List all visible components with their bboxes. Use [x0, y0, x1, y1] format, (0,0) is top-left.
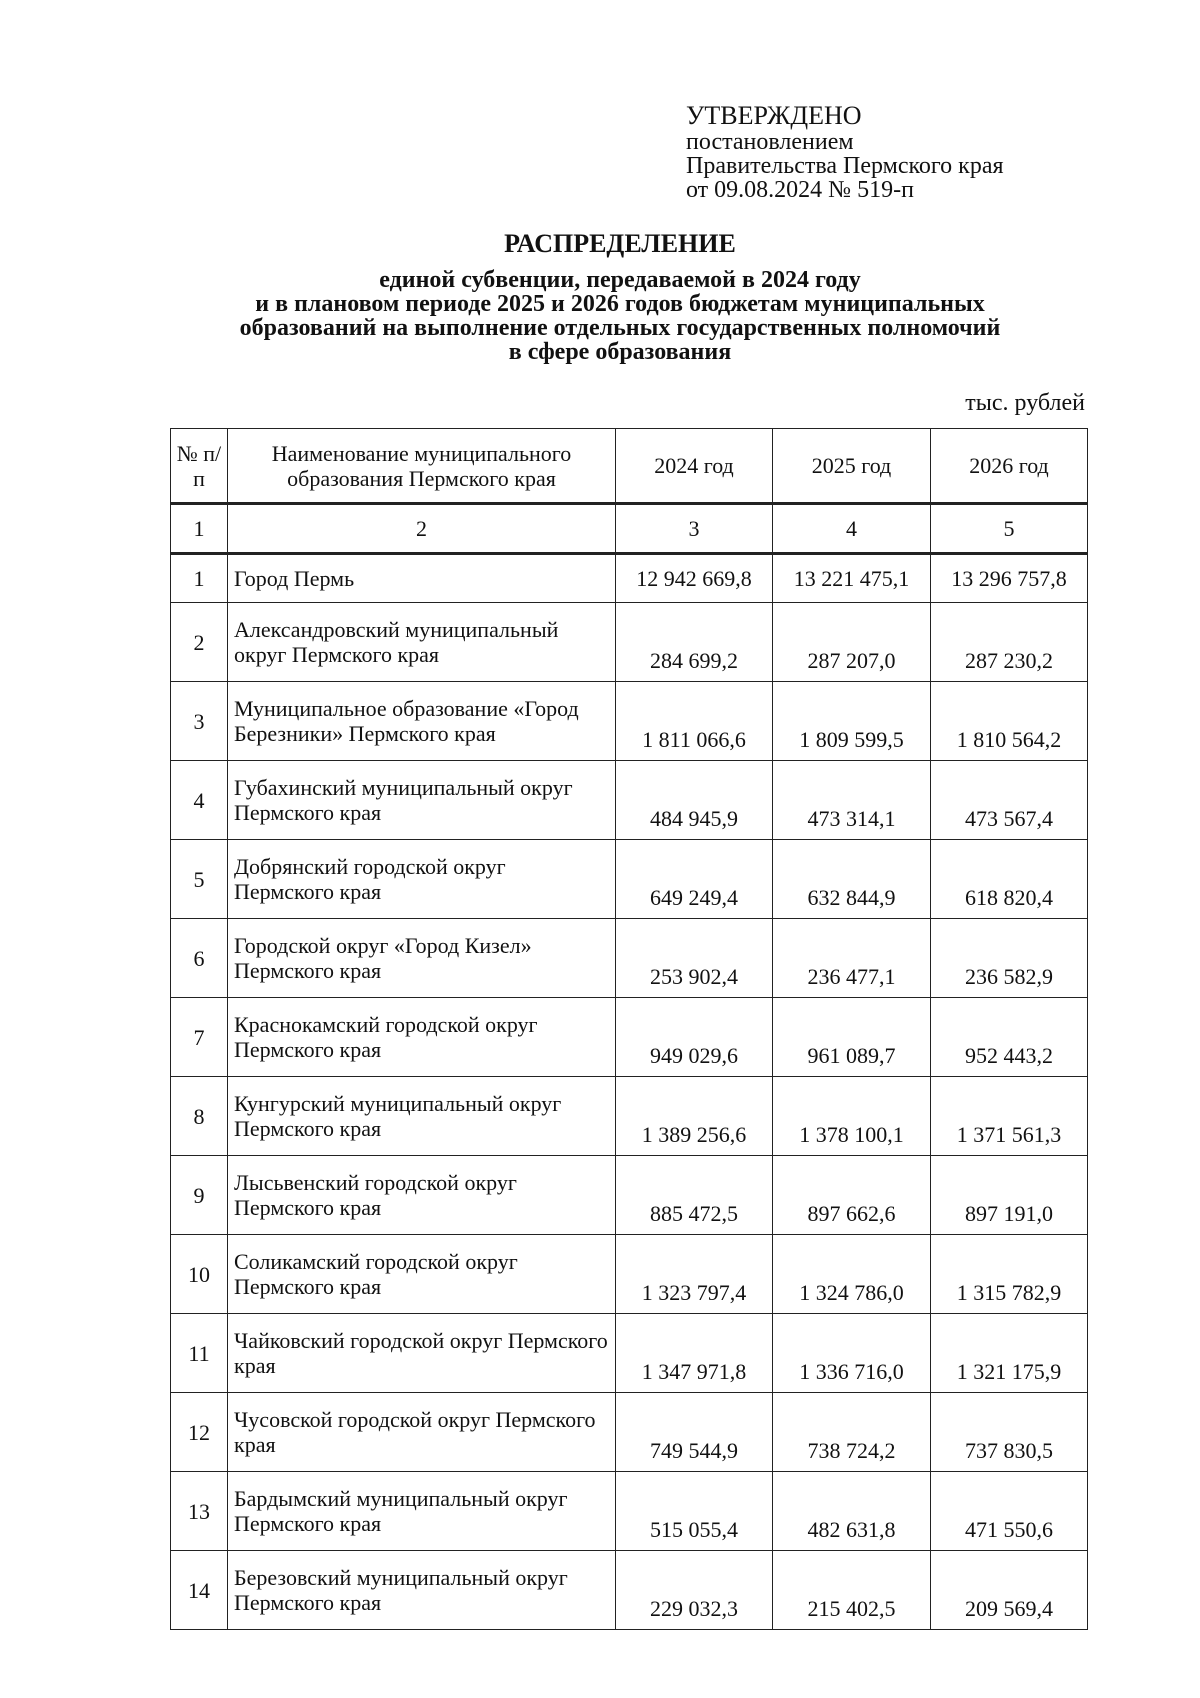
value-2026: 618 820,4: [931, 840, 1088, 919]
value-2026: 13 296 757,8: [931, 554, 1088, 603]
header-2025: 2025 год: [773, 429, 931, 504]
table-row: [171, 1156, 1088, 1235]
table-row: [171, 554, 1088, 603]
approval-line-3: Правительства Пермского края: [686, 153, 1004, 179]
municipality-name: Краснокамский городской округ Пермского края: [228, 998, 616, 1077]
municipality-name: Александровский муниципальный округ Пермского края: [228, 603, 616, 682]
distribution-table: [170, 428, 1088, 1630]
table-row: [171, 682, 1088, 761]
value-2025: 236 477,1: [773, 919, 931, 998]
document-title: [150, 229, 1090, 365]
row-number: 4: [171, 761, 228, 840]
row-number: 13: [171, 1472, 228, 1551]
value-2026: 1 315 782,9: [931, 1235, 1088, 1314]
value-2026: 236 582,9: [931, 919, 1088, 998]
municipality-name: Добрянский городской округ Пермского края: [228, 840, 616, 919]
row-number: 8: [171, 1077, 228, 1156]
municipality-name: Бардымский муниципальный округ Пермского края: [228, 1472, 616, 1551]
col-number: 4: [773, 504, 931, 554]
value-2025: 1 378 100,1: [773, 1077, 931, 1156]
header-2024: 2024 год: [616, 429, 773, 504]
value-2026: 473 567,4: [931, 761, 1088, 840]
value-2024: 1 389 256,6: [616, 1077, 773, 1156]
municipality-name: Кунгурский муниципальный округ Пермского края: [228, 1077, 616, 1156]
row-number: 9: [171, 1156, 228, 1235]
row-number: 6: [171, 919, 228, 998]
value-2025: 215 402,5: [773, 1551, 931, 1630]
value-2024: 749 544,9: [616, 1393, 773, 1472]
value-2025: 1 336 716,0: [773, 1314, 931, 1393]
col-number: 2: [228, 504, 616, 554]
value-2025: 473 314,1: [773, 761, 931, 840]
value-2026: 952 443,2: [931, 998, 1088, 1077]
table-row: [171, 840, 1088, 919]
title-line-1: единой субвенции, передаваемой в 2024 году: [379, 267, 861, 293]
value-2026: 471 550,6: [931, 1472, 1088, 1551]
municipality-name: Городской округ «Город Кизел» Пермского края: [228, 919, 616, 998]
value-2025: 482 631,8: [773, 1472, 931, 1551]
value-2024: 949 029,6: [616, 998, 773, 1077]
table-row: [171, 1314, 1088, 1393]
municipality-name: Губахинский муниципальный округ Пермского края: [228, 761, 616, 840]
municipality-name: Город Пермь: [228, 554, 616, 603]
value-2025: 13 221 475,1: [773, 554, 931, 603]
row-number: 1: [171, 554, 228, 603]
value-2025: 738 724,2: [773, 1393, 931, 1472]
header-2026: 2026 год: [931, 429, 1088, 504]
col-number: 3: [616, 504, 773, 554]
row-number: 14: [171, 1551, 228, 1630]
value-2025: 1 809 599,5: [773, 682, 931, 761]
value-2024: 1 811 066,6: [616, 682, 773, 761]
table-row: [171, 998, 1088, 1077]
value-2024: 1 347 971,8: [616, 1314, 773, 1393]
municipality-name: Чусовской городской округ Пермского края: [228, 1393, 616, 1472]
row-number: 7: [171, 998, 228, 1077]
col-number: 5: [931, 504, 1088, 554]
table-row: [171, 1393, 1088, 1472]
header-num: № п/п: [171, 429, 228, 504]
table-row: [171, 919, 1088, 998]
value-2024: 885 472,5: [616, 1156, 773, 1235]
units-label: тыс. рублей: [965, 390, 1085, 416]
value-2025: 961 089,7: [773, 998, 931, 1077]
table-row: [171, 1235, 1088, 1314]
municipality-name: Муниципальное образование «Город Березники» Пермского края: [228, 682, 616, 761]
value-2026: 209 569,4: [931, 1551, 1088, 1630]
col-number: 1: [171, 504, 228, 554]
approval-line-4: от 09.08.2024 № 519-п: [686, 177, 914, 203]
value-2025: 632 844,9: [773, 840, 931, 919]
row-number: 10: [171, 1235, 228, 1314]
municipality-name: Чайковский городской округ Пермского края: [228, 1314, 616, 1393]
municipality-name: Березовский муниципальный округ Пермского края: [228, 1551, 616, 1630]
approval-line-2: постановлением: [686, 129, 854, 155]
municipality-name: Соликамский городской округ Пермского края: [228, 1235, 616, 1314]
municipality-name: Лысьвенский городской округ Пермского края: [228, 1156, 616, 1235]
table-header-row: [171, 429, 1088, 504]
value-2026: 737 830,5: [931, 1393, 1088, 1472]
row-number: 12: [171, 1393, 228, 1472]
approval-heading: УТВЕРЖДЕНО: [686, 101, 862, 130]
value-2024: 229 032,3: [616, 1551, 773, 1630]
value-2024: 12 942 669,8: [616, 554, 773, 603]
title-line-2: и в плановом периоде 2025 и 2026 годов бюджетам муниципальных: [255, 291, 985, 317]
title-line-3: образований на выполнение отдельных государственных полномочий: [239, 315, 1001, 341]
title-heading: РАСПРЕДЕЛЕНИЕ: [504, 229, 736, 258]
value-2026: 287 230,2: [931, 603, 1088, 682]
row-number: 2: [171, 603, 228, 682]
value-2026: 1 321 175,9: [931, 1314, 1088, 1393]
value-2024: 515 055,4: [616, 1472, 773, 1551]
header-name: Наименование муниципального образования Пермского края: [228, 429, 616, 504]
value-2025: 1 324 786,0: [773, 1235, 931, 1314]
row-number: 5: [171, 840, 228, 919]
value-2026: 1 810 564,2: [931, 682, 1088, 761]
value-2024: 253 902,4: [616, 919, 773, 998]
table-row: [171, 1077, 1088, 1156]
row-number: 11: [171, 1314, 228, 1393]
approval-stamp: [686, 102, 1106, 202]
row-number: 3: [171, 682, 228, 761]
value-2024: 484 945,9: [616, 761, 773, 840]
value-2024: 1 323 797,4: [616, 1235, 773, 1314]
value-2026: 1 371 561,3: [931, 1077, 1088, 1156]
value-2024: 284 699,2: [616, 603, 773, 682]
table-row: [171, 603, 1088, 682]
title-line-4: в сфере образования: [508, 339, 732, 365]
value-2025: 287 207,0: [773, 603, 931, 682]
column-number-row: [171, 504, 1088, 554]
value-2026: 897 191,0: [931, 1156, 1088, 1235]
table-row: [171, 1551, 1088, 1630]
value-2025: 897 662,6: [773, 1156, 931, 1235]
value-2024: 649 249,4: [616, 840, 773, 919]
table-row: [171, 1472, 1088, 1551]
table-row: [171, 761, 1088, 840]
